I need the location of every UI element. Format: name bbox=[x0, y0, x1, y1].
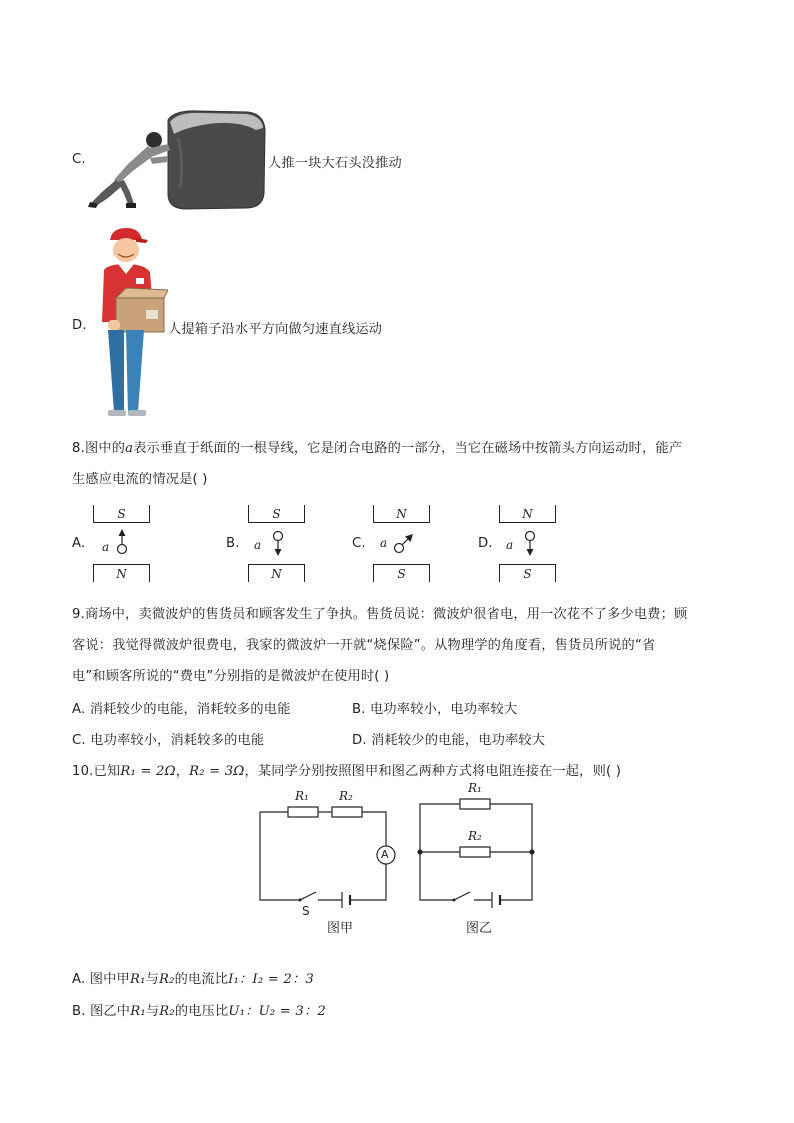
q10-stem bbox=[72, 760, 621, 779]
q9-option-a: A. 消耗较少的电能，消耗较多的电能 bbox=[72, 702, 291, 717]
q8-option-c-bottom-pole: S bbox=[373, 564, 430, 582]
q8-stem-prefix: 8.图中的 bbox=[72, 441, 126, 456]
circuit-jia-r1-resistor bbox=[288, 807, 318, 817]
q9-option-c: C. 电功率较小，消耗较多的电能 bbox=[72, 733, 265, 748]
q10-r1-eq: R₁ = 2Ω bbox=[120, 764, 176, 779]
circuit-jia-ammeter-label: A bbox=[381, 848, 389, 861]
illustration-carry-box bbox=[96, 226, 168, 418]
illustration-push-rock bbox=[88, 108, 268, 210]
q8-option-c-top-pole: N bbox=[373, 505, 430, 523]
circuit-jia-switch-label: S bbox=[302, 904, 310, 918]
q10-option-b-label: 的电压比 bbox=[174, 1004, 229, 1019]
switch-icon bbox=[300, 892, 316, 900]
option-c-text: 人推一块大石头没推动 bbox=[268, 156, 402, 171]
q10-option-a-prefix: A. 图中甲 bbox=[72, 972, 130, 987]
q8-option-b-letter: B. bbox=[226, 536, 240, 551]
circuit-yi-r2-resistor bbox=[460, 847, 490, 857]
q10-option-a-ratio: I₁：I₂ = 2：3 bbox=[228, 972, 314, 987]
circuit-yi-caption: 图乙 bbox=[466, 921, 493, 936]
circuit-yi-r1-label: R₁ bbox=[468, 781, 482, 795]
circuit-jia-r2-resistor bbox=[332, 807, 362, 817]
q8-option-c-wire-icon bbox=[392, 532, 418, 556]
q10-option-a bbox=[72, 968, 314, 987]
q10-option-b-r1: R₁ bbox=[130, 1004, 146, 1019]
q8-option-c-letter: C. bbox=[352, 536, 366, 551]
circuit-yi-r2-label: R₂ bbox=[468, 829, 482, 843]
q8-option-a-wire-icon bbox=[112, 527, 132, 557]
q10-stem-prefix: 10.已知 bbox=[72, 764, 121, 779]
q10-stem-suffix: ，某同学分别按照图甲和图乙两种方式将电阻连接在一起，则( ) bbox=[244, 764, 622, 779]
option-c-letter: C. bbox=[72, 152, 86, 167]
q8-option-a-letter: A. bbox=[72, 536, 86, 551]
q10-option-b-prefix: B. 图乙中 bbox=[72, 1004, 131, 1019]
q10-option-a-mid: 与 bbox=[145, 972, 159, 987]
option-d-letter: D. bbox=[72, 318, 87, 333]
q8-option-d-bottom-pole: S bbox=[499, 564, 556, 582]
circuit-jia-diagram bbox=[250, 784, 400, 924]
circuit-jia-r1-label: R₁ bbox=[295, 789, 309, 803]
q8-option-d-top-pole: N bbox=[499, 505, 556, 523]
circuit-yi-diagram bbox=[412, 784, 542, 909]
q8-option-a-top-pole: S bbox=[93, 505, 150, 523]
q8-option-d-wire-icon bbox=[520, 530, 540, 560]
circuit-jia-r2-label: R₂ bbox=[339, 789, 353, 803]
q10-sep: ， bbox=[175, 764, 190, 779]
q9-stem-line3: 电”和顾客所说的“费电”分别指的是微波炉在使用时( ) bbox=[72, 669, 390, 684]
q10-r2-eq: R₂ = 3Ω bbox=[189, 764, 245, 779]
circuit-yi-switch-icon bbox=[454, 892, 470, 900]
q8-option-b-wire-label: a bbox=[254, 538, 262, 552]
option-d-text: 人提箱子沿水平方向做匀速直线运动 bbox=[168, 322, 383, 337]
q8-option-a-bottom-pole: N bbox=[93, 564, 150, 582]
circuit-jia-caption: 图甲 bbox=[327, 921, 354, 936]
q8-stem-line2: 生感应电流的情况是( ) bbox=[72, 472, 208, 487]
q9-stem-line1: 9.商场中，卖微波炉的售货员和顾客发生了争执。售货员说：微波炉很省电，用一次花不了多少电费；顾 bbox=[72, 607, 688, 622]
circuit-yi-r1-resistor bbox=[460, 799, 490, 809]
q8-stem-suffix: 表示垂直于纸面的一根导线，它是闭合电路的一部分，当它在磁场中按箭头方向运动时，能产 bbox=[133, 441, 683, 456]
q8-option-b-wire-icon bbox=[268, 530, 288, 560]
q8-option-a-wire-label: a bbox=[102, 540, 110, 554]
q8-stem-var: a bbox=[125, 441, 134, 456]
q10-option-b bbox=[72, 1000, 326, 1019]
q9-stem-line2: 客说：我觉得微波炉很费电，我家的微波炉一开就“烧保险”。从物理学的角度看，售货员所说的“省 bbox=[72, 638, 656, 653]
q8-option-c-wire-label: a bbox=[380, 536, 388, 550]
q10-option-a-label: 的电流比 bbox=[174, 972, 229, 987]
q10-option-b-ratio: U₁：U₂ = 3：2 bbox=[228, 1004, 326, 1019]
q10-option-b-r2: R₂ bbox=[159, 1004, 175, 1019]
q8-option-d-wire-label: a bbox=[506, 538, 514, 552]
q8-option-d-letter: D. bbox=[478, 536, 493, 551]
q10-option-b-mid: 与 bbox=[145, 1004, 160, 1019]
q8-option-b-top-pole: S bbox=[248, 505, 305, 523]
q8-option-b-bottom-pole: N bbox=[248, 564, 305, 582]
q10-option-a-r2: R₂ bbox=[158, 972, 175, 987]
q8-stem-line1 bbox=[72, 437, 682, 456]
q10-option-a-r1: R₁ bbox=[129, 972, 146, 987]
q9-option-d: D. 消耗较少的电能，电功率较大 bbox=[352, 733, 546, 748]
q9-option-b: B. 电功率较小，电功率较大 bbox=[352, 702, 518, 717]
